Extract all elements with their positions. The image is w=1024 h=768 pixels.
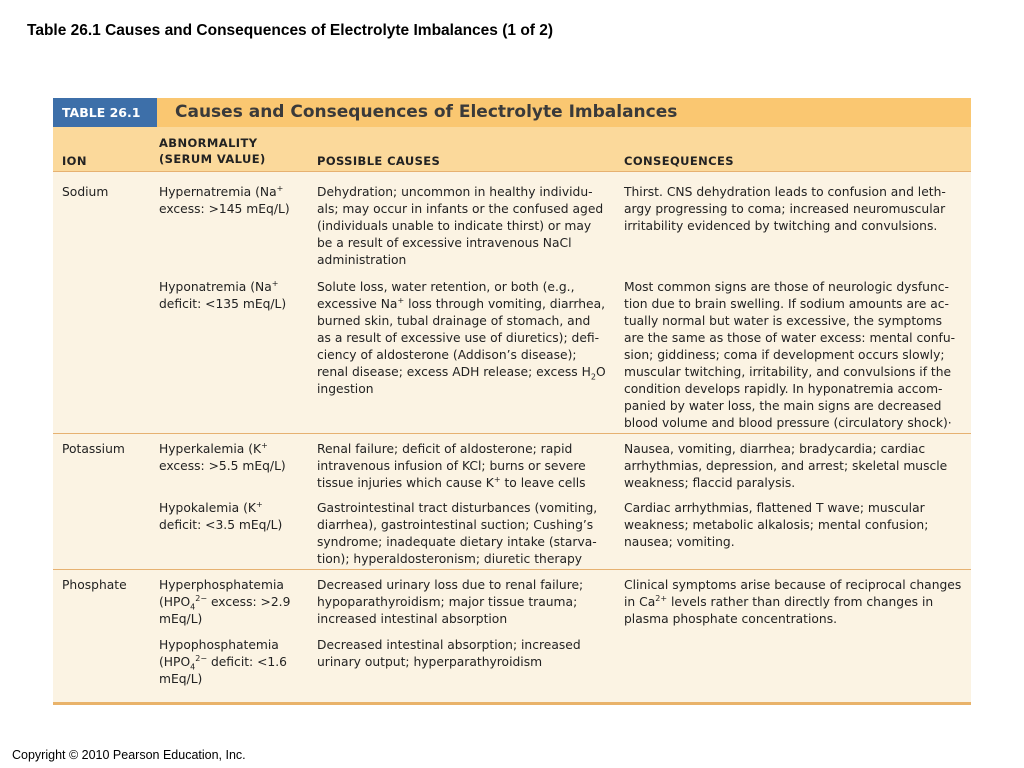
cell-consequences bbox=[624, 500, 928, 551]
cell-line: Hypophosphatemia bbox=[159, 638, 279, 652]
cell-line: weakness; metabolic alkalosis; mental confusion; bbox=[624, 518, 929, 532]
ion-group-divider bbox=[53, 569, 971, 570]
cell-line: hypoparathyroidism; major tissue trauma; bbox=[317, 595, 578, 609]
header-ion: ION bbox=[62, 154, 87, 168]
cell-line: as a result of excessive use of diuretics); defi- bbox=[317, 331, 600, 345]
cell-line: tually normal but water is excessive, the symptoms bbox=[624, 314, 943, 328]
cell-consequences bbox=[624, 279, 955, 432]
cell-consequences bbox=[624, 441, 947, 492]
cell-line: syndrome; inadequate dietary intake (starva- bbox=[317, 535, 597, 549]
cell-line: condition develops rapidly. In hyponatremia accom- bbox=[624, 382, 943, 396]
header-consequences: CONSEQUENCES bbox=[624, 154, 734, 168]
cell-line: Decreased urinary loss due to renal failure; bbox=[317, 578, 584, 592]
table-header-row bbox=[53, 127, 971, 171]
cell-line: administration bbox=[317, 253, 407, 267]
cell-line: Hypokalemia (K+ bbox=[159, 499, 263, 515]
cell-line: Solute loss, water retention, or both (e.g., bbox=[317, 280, 575, 294]
cell-abnormality bbox=[159, 637, 287, 688]
cell-causes bbox=[317, 500, 597, 568]
cell-line: burned skin, tubal drainage of stomach, and bbox=[317, 314, 591, 328]
cell-line: nausea; vomiting. bbox=[624, 535, 735, 549]
cell-line: ($HPO_4^{2-}$ deficit: <1.6 bbox=[159, 653, 287, 672]
cell-line: arrhythmias, depression, and arrest; skeletal muscle bbox=[624, 459, 948, 473]
cell-line: renal disease; excess ADH release; excess $H_2O$ bbox=[317, 365, 606, 382]
cell-line: excess: >145 mEq/L) bbox=[159, 202, 290, 216]
cell-line: tion); hyperaldosteronism; diuretic therapy bbox=[317, 552, 583, 566]
header-possible-causes: POSSIBLE CAUSES bbox=[317, 154, 441, 168]
cell-line: excess: >5.5 mEq/L) bbox=[159, 459, 286, 473]
slide-title: Table 26.1 Causes and Consequences of Electrolyte Imbalances (1 of 2) bbox=[27, 22, 554, 39]
electrolyte-table bbox=[53, 98, 971, 705]
cell-line: als; may occur in infants or the confused aged bbox=[317, 202, 604, 216]
cell-line: panied by water loss, the main signs are decreased bbox=[624, 399, 942, 413]
header-abnormality-line2: (SERUM VALUE) bbox=[159, 152, 266, 166]
cell-causes bbox=[317, 279, 606, 398]
cell-line: plasma phosphate concentrations. bbox=[624, 612, 838, 626]
cell-line: Nausea, vomiting, diarrhea; bradycardia; cardiac bbox=[624, 442, 926, 456]
cell-abnormality bbox=[159, 184, 290, 218]
cell-line: Hyperkalemia (K+ bbox=[159, 440, 268, 456]
copyright-notice: Copyright © 2010 Pearson Education, Inc. bbox=[12, 748, 246, 762]
cell-line: Cardiac arrhythmias, flattened T wave; muscular bbox=[624, 501, 925, 515]
header-divider bbox=[53, 171, 971, 172]
cell-abnormality bbox=[159, 441, 286, 475]
cell-abnormality bbox=[159, 500, 282, 534]
cell-line: Thirst. CNS dehydration leads to confusion and leth- bbox=[624, 185, 946, 199]
cell-line: are the same as those of water excess: mental confu- bbox=[624, 331, 956, 345]
cell-line: muscular twitching, irritability, and convulsions if the bbox=[624, 365, 952, 379]
cell-line: Clinical symptoms arise because of reciprocal changes bbox=[624, 578, 962, 592]
cell-line: diarrhea), gastrointestinal suction; Cushing’s bbox=[317, 518, 594, 532]
cell-line: ($HPO_4^{2-}$ excess: >2.9 bbox=[159, 593, 291, 612]
cell-line: Renal failure; deficit of aldosterone; rapid bbox=[317, 442, 573, 456]
cell-line: excessive Na+ loss through vomiting, diarrhea, bbox=[317, 295, 606, 311]
cell-line: Hypernatremia (Na+ bbox=[159, 183, 284, 199]
cell-abnormality bbox=[159, 279, 286, 313]
cell-line: Hyperphosphatemia bbox=[159, 578, 284, 592]
cell-line: Hyponatremia (Na+ bbox=[159, 278, 279, 294]
cell-ion: Sodium bbox=[62, 185, 109, 199]
cell-causes bbox=[317, 441, 586, 492]
cell-line: Gastrointestinal tract disturbances (vomiting, bbox=[317, 501, 598, 515]
ion-group-divider bbox=[53, 433, 971, 434]
cell-line: mEq/L) bbox=[159, 612, 203, 626]
cell-line: deficit: <135 mEq/L) bbox=[159, 297, 287, 311]
cell-abnormality bbox=[159, 577, 290, 628]
cell-causes bbox=[317, 184, 603, 269]
cell-line: urinary output; hyperparathyroidism bbox=[317, 655, 543, 669]
cell-causes bbox=[317, 577, 583, 628]
cell-line: blood volume and blood pressure (circulatory shock)· bbox=[624, 416, 952, 430]
cell-line: (individuals unable to indicate thirst) or may bbox=[317, 219, 592, 233]
cell-ion: Potassium bbox=[62, 442, 125, 456]
cell-line: sion; giddiness; coma if development occurs slowly; bbox=[624, 348, 945, 362]
table-label: TABLE 26.1 bbox=[53, 98, 157, 127]
cell-line: argy progressing to coma; increased neuromuscular bbox=[624, 202, 946, 216]
cell-consequences bbox=[624, 577, 961, 628]
cell-line: tissue injuries which cause K+ to leave cells bbox=[317, 474, 586, 490]
cell-line: deficit: <3.5 mEq/L) bbox=[159, 518, 283, 532]
cell-line: weakness; flaccid paralysis. bbox=[624, 476, 796, 490]
cell-line: Dehydration; uncommon in healthy individu- bbox=[317, 185, 593, 199]
cell-line: ciency of aldosterone (Addison’s disease); bbox=[317, 348, 577, 362]
cell-line: mEq/L) bbox=[159, 672, 203, 686]
cell-line: increased intestinal absorption bbox=[317, 612, 508, 626]
table-banner bbox=[53, 98, 971, 127]
cell-line: ingestion bbox=[317, 382, 374, 396]
table-caption: Causes and Consequences of Electrolyte Imbalances bbox=[175, 102, 678, 122]
cell-line: in $Ca^{2+}$ levels rather than directly from changes in bbox=[624, 593, 934, 609]
cell-line: Most common signs are those of neurologic dysfunc- bbox=[624, 280, 949, 294]
cell-consequences bbox=[624, 184, 946, 235]
cell-line: tion due to brain swelling. If sodium amounts are ac- bbox=[624, 297, 949, 311]
header-abnormality bbox=[159, 135, 266, 167]
header-abnormality-line1: ABNORMALITY bbox=[159, 136, 258, 150]
cell-ion: Phosphate bbox=[62, 578, 127, 592]
cell-line: Decreased intestinal absorption; increased bbox=[317, 638, 581, 652]
cell-line: irritability evidenced by twitching and convulsions. bbox=[624, 219, 938, 233]
cell-causes bbox=[317, 637, 581, 671]
cell-line: be a result of excessive intravenous NaCl bbox=[317, 236, 572, 250]
cell-line: intravenous infusion of KCl; burns or severe bbox=[317, 459, 586, 473]
